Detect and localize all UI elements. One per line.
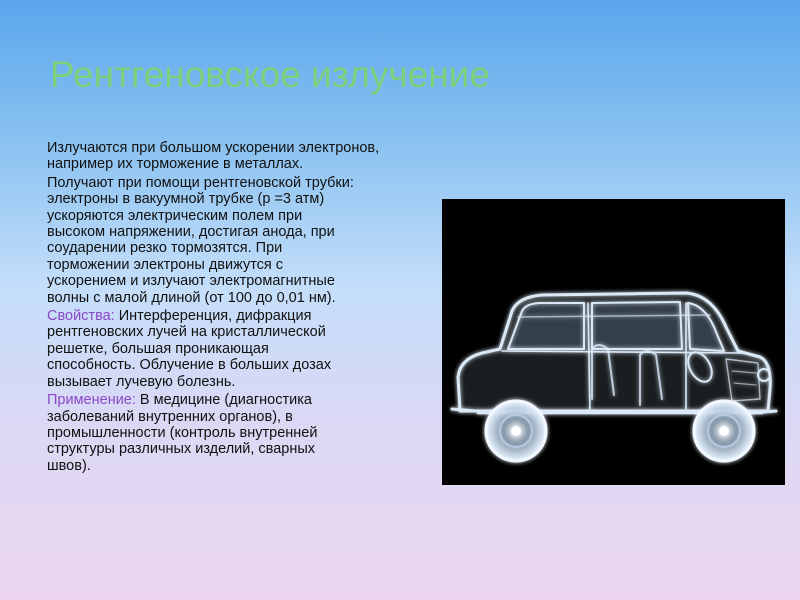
text-line: структуры различных изделий, сварных [47, 441, 316, 458]
text-line [47, 392, 467, 409]
text-line: швов). [47, 457, 91, 474]
text-line: ускоряются электрическим полем при [47, 207, 303, 224]
text-line: например их торможение в металлах. [47, 156, 304, 173]
front-wheel [694, 401, 754, 461]
properties-text: Интерференция, дифракция [114, 308, 312, 325]
text-line: способность. Облучение в больших дозах [47, 357, 332, 374]
text-line [47, 308, 467, 325]
text-line: Излучаются при большом ускорении электронов, [47, 140, 380, 156]
text-line: Получают при помощи рентгеновской трубки: [47, 174, 354, 191]
text-line: электроны в вакуумной трубке (p =3 атм) [47, 191, 325, 208]
text-line: ускорением и излучают электромагнитные [47, 273, 335, 290]
xray-car-image [442, 199, 785, 485]
text-line: промышленности (контроль внутренней [47, 424, 318, 441]
properties-label: Свойства: [47, 308, 115, 325]
paragraph-xray-tube [47, 175, 467, 306]
paragraph-emission [47, 140, 467, 173]
text-line: решетке, большая проникающая [47, 340, 269, 357]
rear-wheel [486, 401, 546, 461]
text-line: вызывает лучевую болезнь. [47, 373, 236, 390]
text-line: волны с малой длиной (от 100 до 0,01 нм). [47, 289, 336, 306]
text-line: соударении резко тормозятся. При [47, 240, 283, 257]
text-line: рентгеновских лучей на кристаллической [47, 324, 326, 341]
slide-title: Рентгеновское излучение [50, 54, 490, 95]
paragraph-properties [47, 308, 467, 390]
text-line: заболеваний внутренних органов), в [47, 408, 293, 425]
text-line: высоком напряжении, достигая анода, при [47, 224, 335, 241]
paragraph-application [47, 392, 467, 474]
application-text: В медицине (диагностика [135, 392, 312, 409]
application-label: Применение: [47, 392, 136, 409]
xray-car-icon [442, 199, 785, 485]
slide-body [47, 140, 467, 476]
text-line: торможении электроны движутся с [47, 256, 284, 273]
